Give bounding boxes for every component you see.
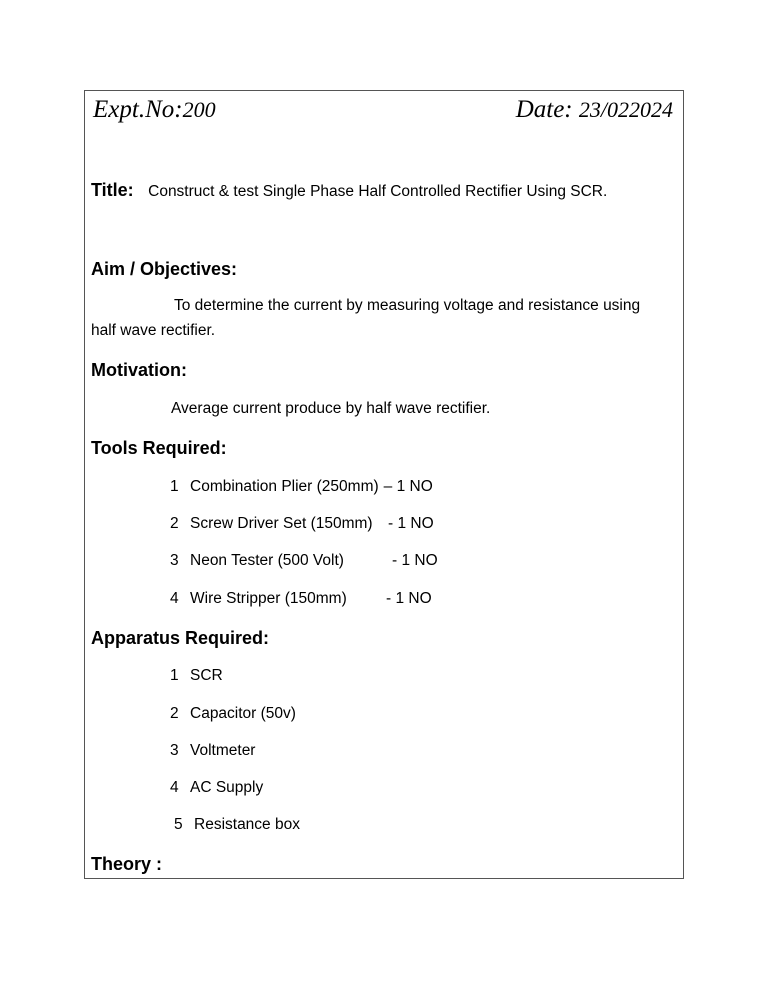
apparatus-name: Resistance box xyxy=(194,816,300,833)
apparatus-number: 2 xyxy=(170,705,179,722)
apparatus-number: 3 xyxy=(170,742,179,759)
tool-number: 4 xyxy=(170,590,179,607)
tool-quantity: – 1 NO xyxy=(383,478,433,495)
tool-quantity: - 1 NO xyxy=(392,552,438,569)
date-value: 23/022024 xyxy=(578,97,673,122)
apparatus-heading: Apparatus Required: xyxy=(91,628,270,648)
apparatus-item xyxy=(170,741,255,761)
tool-item xyxy=(170,514,373,534)
tool-quantity: - 1 NO xyxy=(386,590,432,607)
title-row xyxy=(91,179,607,202)
apparatus-item xyxy=(170,666,223,686)
aim-text-line2: half wave rectifier. xyxy=(91,322,216,339)
tool-item xyxy=(170,551,344,571)
experiment-number xyxy=(93,95,216,125)
apparatus-item xyxy=(174,815,300,835)
apparatus-name: SCR xyxy=(190,667,223,684)
title-text: Construct & test Single Phase Half Controlled Rectifier Using SCR. xyxy=(148,183,608,200)
tool-name: Screw Driver Set (150mm) xyxy=(190,515,373,532)
tools-heading: Tools Required: xyxy=(91,438,227,458)
tool-number: 3 xyxy=(170,552,179,569)
date-label: Date: xyxy=(515,96,579,123)
tool-name: Combination Plier (250mm) xyxy=(190,478,379,495)
tool-item xyxy=(170,477,433,497)
aim-text-line1: To determine the current by measuring voltage and resistance using xyxy=(174,297,641,314)
tool-number: 2 xyxy=(170,515,179,532)
experiment-date xyxy=(516,95,673,125)
apparatus-name: Capacitor (50v) xyxy=(190,705,296,722)
tool-item xyxy=(170,589,347,609)
apparatus-number: 5 xyxy=(174,816,183,833)
apparatus-name: Voltmeter xyxy=(190,742,256,759)
motivation-text: Average current produce by half wave rectifier. xyxy=(171,400,491,417)
apparatus-number: 1 xyxy=(170,667,179,684)
tool-name: Wire Stripper (150mm) xyxy=(190,590,347,607)
motivation-heading: Motivation: xyxy=(91,360,187,380)
apparatus-item xyxy=(170,778,263,798)
tool-number: 1 xyxy=(170,478,179,495)
title-label: Title: xyxy=(91,180,134,200)
expt-label: Expt.No: xyxy=(93,96,183,123)
expt-number-value: 200 xyxy=(182,97,216,122)
apparatus-name: AC Supply xyxy=(190,779,264,796)
theory-heading: Theory : xyxy=(91,854,163,874)
apparatus-item xyxy=(170,704,296,724)
tool-name: Neon Tester (500 Volt) xyxy=(190,552,344,569)
apparatus-number: 4 xyxy=(170,779,179,796)
tool-quantity: - 1 NO xyxy=(388,515,434,532)
aim-heading: Aim / Objectives: xyxy=(91,259,238,279)
